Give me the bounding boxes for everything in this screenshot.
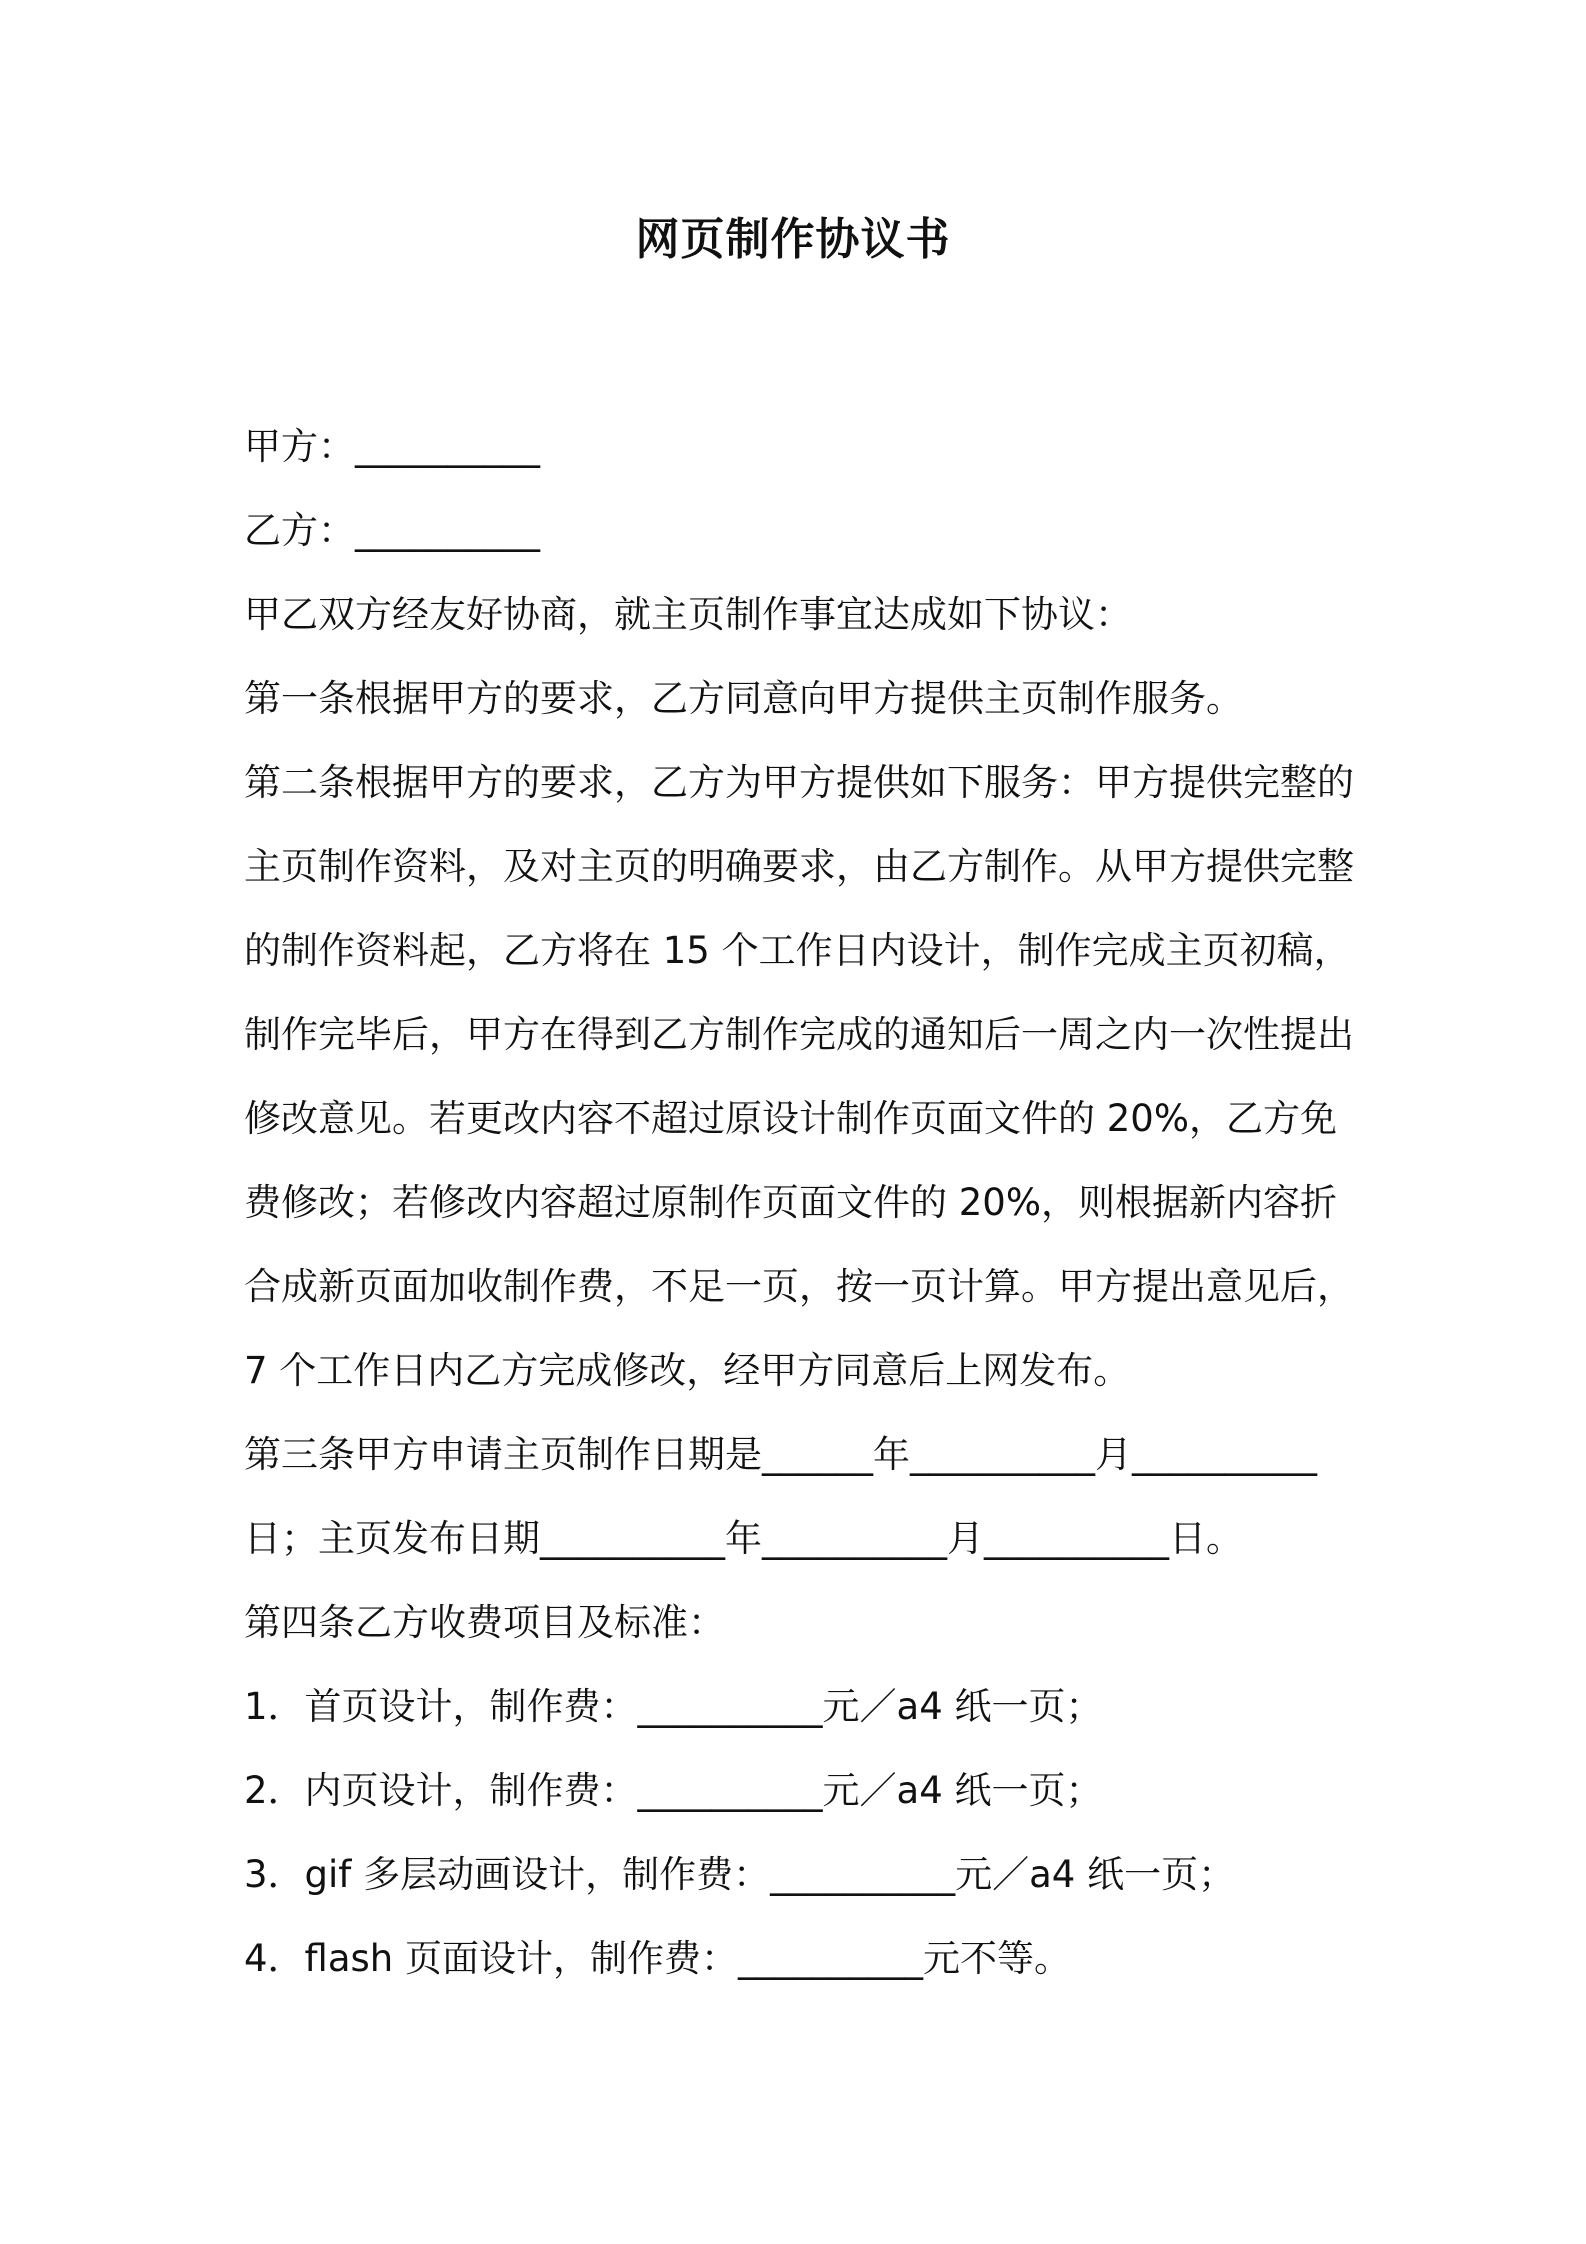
article-2-line-1: 第二条根据甲方的要求，乙方为甲方提供如下服务：甲方提供完整的	[244, 761, 1354, 804]
party-b-line: 乙方：__________	[244, 509, 540, 552]
party-a-line: 甲方：__________	[244, 425, 540, 468]
article-3-line-1: 第三条甲方申请主页制作日期是______年__________月__________	[244, 1433, 1317, 1476]
document-title: 网页制作协议书	[635, 214, 951, 265]
article-4-heading: 第四条乙方收费项目及标准：	[244, 1601, 725, 1644]
fee-item-4: 4．flash 页面设计，制作费：__________元不等。	[244, 1937, 1072, 1980]
article-2-line-6: 费修改；若修改内容超过原制作页面文件的 20%，则根据新内容折	[244, 1181, 1337, 1224]
article-2-line-2: 主页制作资料，及对主页的明确要求，由乙方制作。从甲方提供完整	[244, 845, 1354, 888]
document-body	[244, 405, 1354, 2001]
fee-item-1: 1．首页设计，制作费：__________元／a4 纸一页；	[244, 1685, 1103, 1728]
article-2-line-3: 的制作资料起，乙方将在 15 个工作日内设计，制作完成主页初稿，	[244, 929, 1351, 972]
fee-item-3: 3．gif 多层动画设计，制作费：__________元／a4 纸一页；	[244, 1853, 1236, 1896]
fee-item-2: 2．内页设计，制作费：__________元／a4 纸一页；	[244, 1769, 1103, 1812]
article-3-line-2: 日；主页发布日期__________年__________月__________日。	[244, 1517, 1243, 1560]
article-1-line: 第一条根据甲方的要求，乙方同意向甲方提供主页制作服务。	[244, 677, 1243, 720]
article-2-line-4: 制作完毕后，甲方在得到乙方制作完成的通知后一周之内一次性提出	[244, 1013, 1354, 1056]
article-2-line-7: 合成新页面加收制作费，不足一页，按一页计算。甲方提出意见后，	[244, 1265, 1354, 1308]
preamble-line: 甲乙双方经友好协商，就主页制作事宜达成如下协议：	[244, 593, 1132, 636]
article-2-line-8: 7 个工作日内乙方完成修改，经甲方同意后上网发布。	[244, 1349, 1131, 1392]
article-2-line-5: 修改意见。若更改内容不超过原设计制作页面文件的 20%，乙方免	[244, 1097, 1337, 1140]
